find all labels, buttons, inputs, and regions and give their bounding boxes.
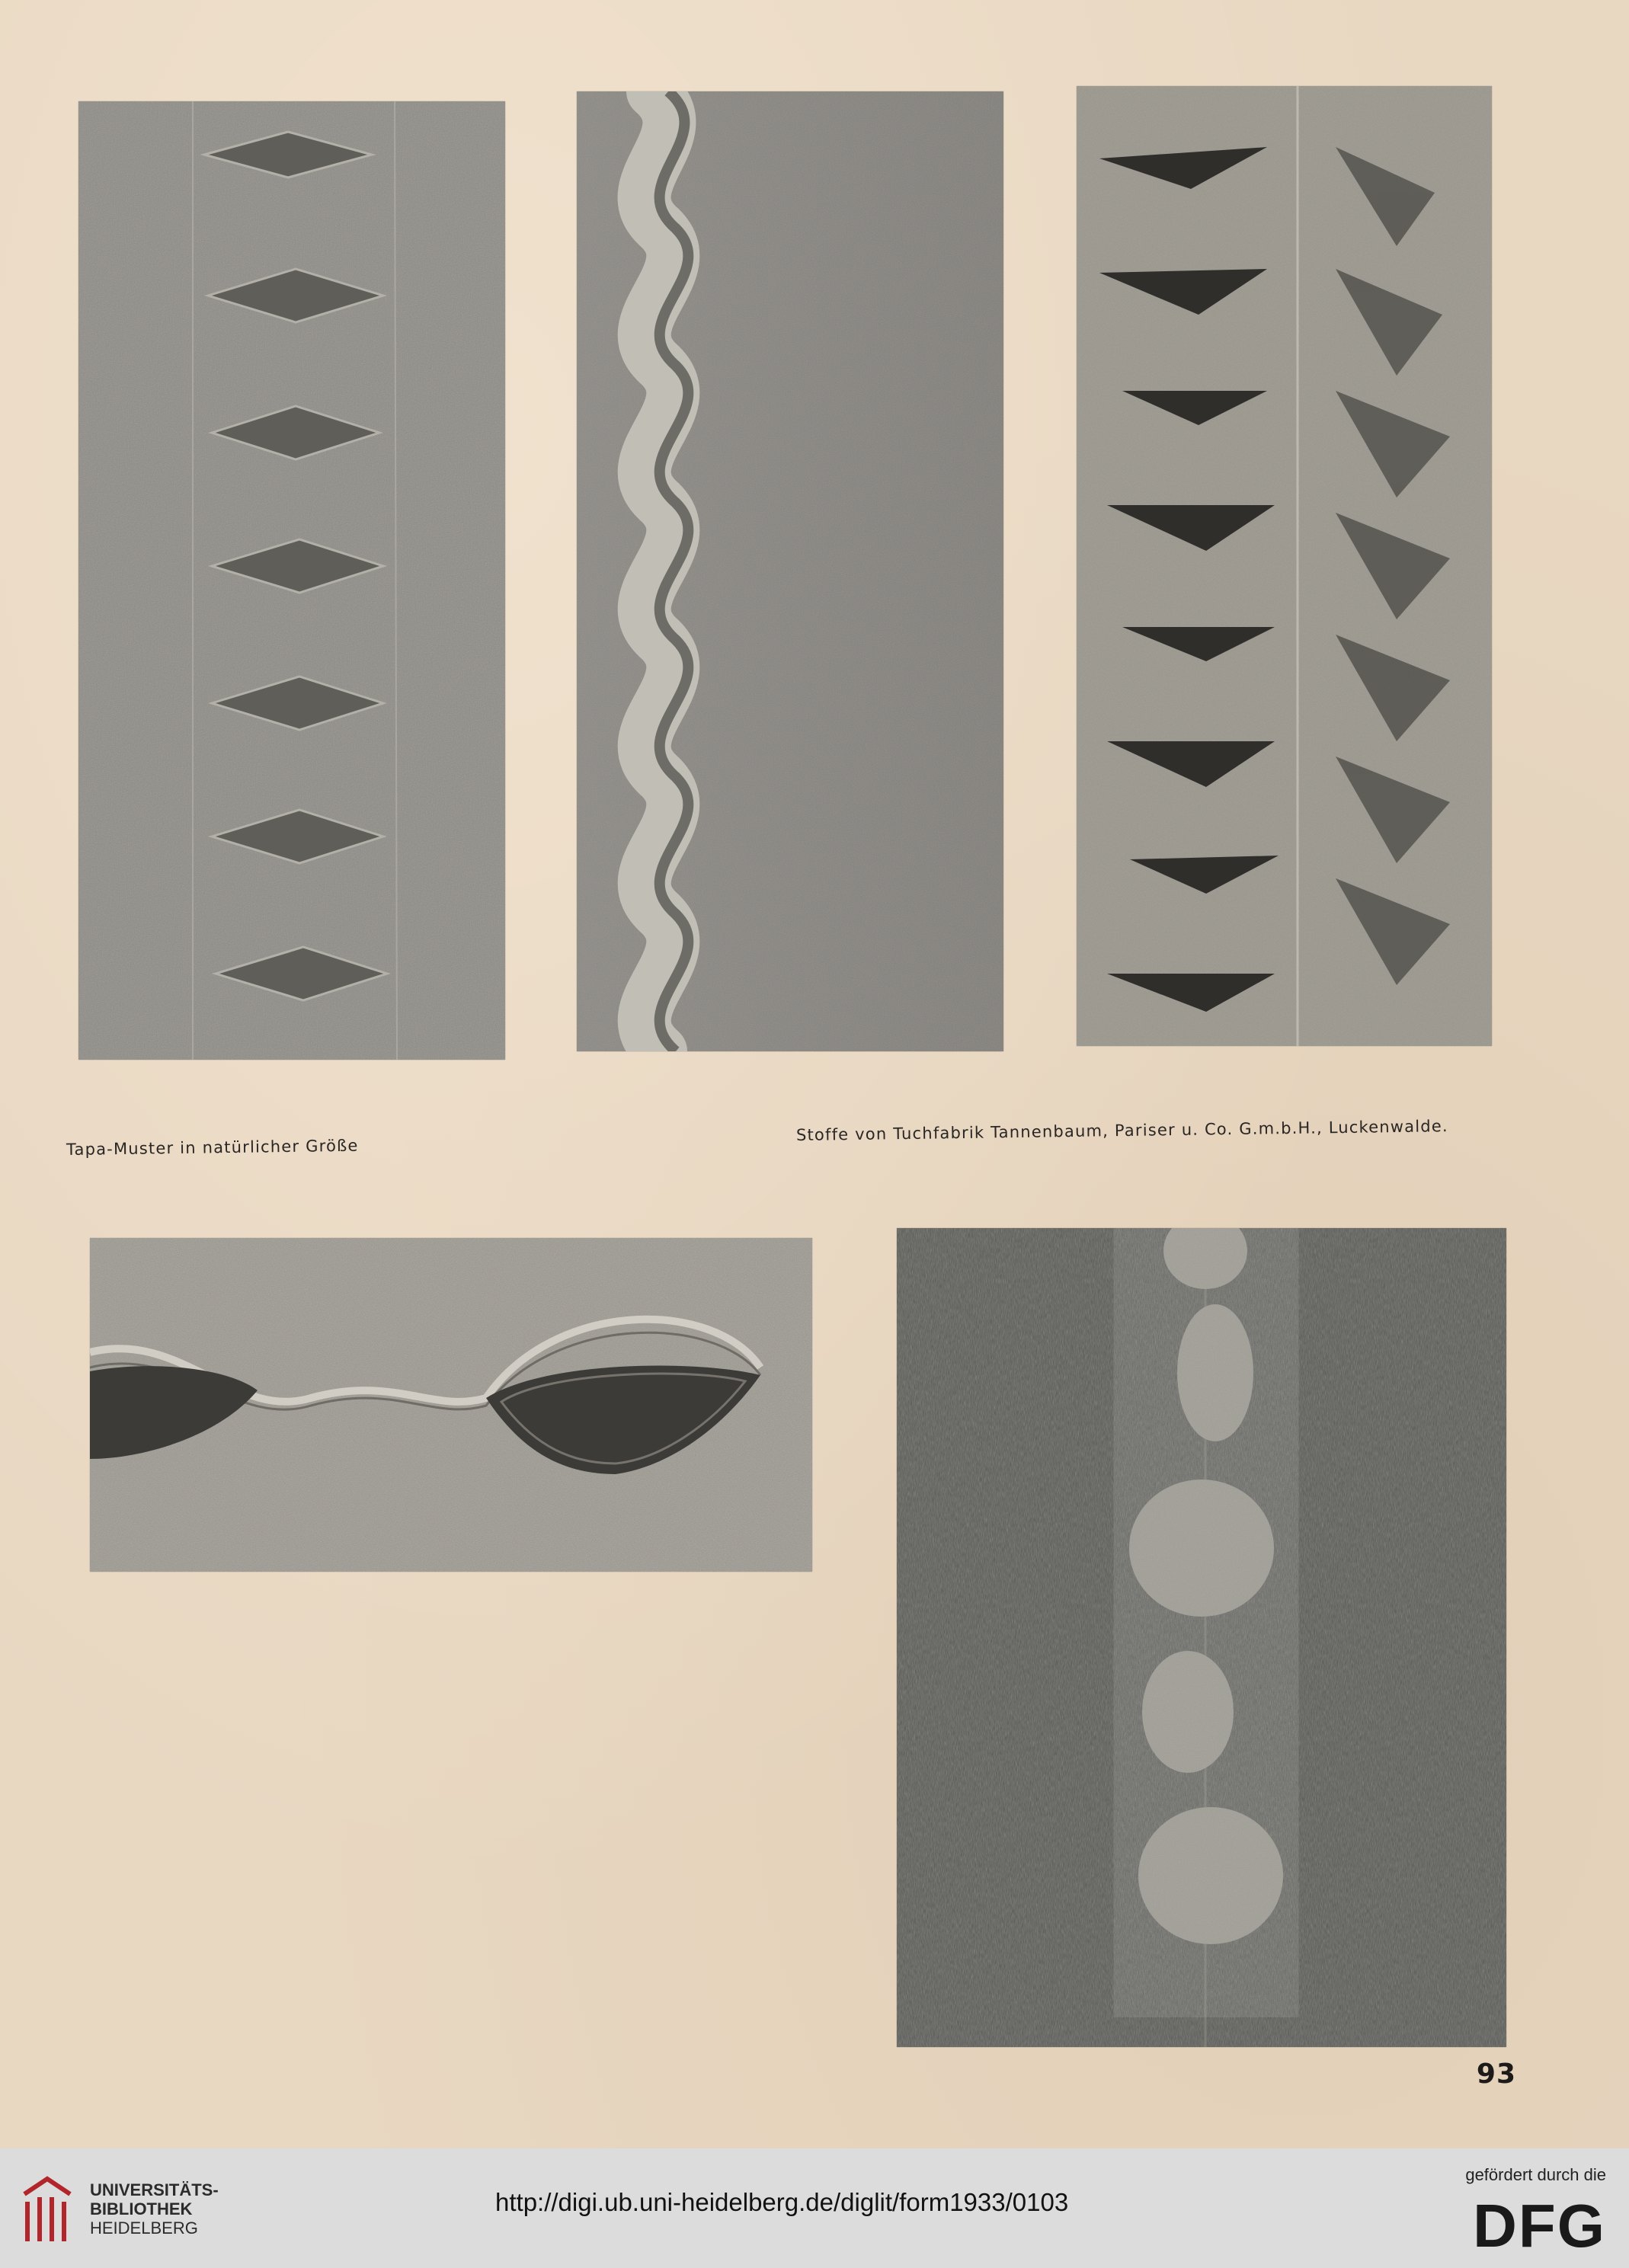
institution-line-1: UNIVERSITÄTS- bbox=[90, 2180, 219, 2199]
funding-note: gefördert durch die bbox=[1465, 2165, 1606, 2184]
caption-fabric-credit: Stoffe von Tuchfabrik Tannenbaum, Pariser u. Co. G.m.b.H., Luckenwalde. bbox=[795, 1117, 1448, 1144]
document-url-link[interactable]: http://digi.ub.uni-heidelberg.de/diglit/form1933/0103 bbox=[495, 2188, 1069, 2216]
fabric-photo-twisted-folds bbox=[577, 91, 1003, 1051]
fabric-photo-diamond-pattern bbox=[78, 101, 505, 1060]
institution-line-2: BIBLIOTHEK bbox=[90, 2199, 193, 2218]
fabric-photo-triangle-slits bbox=[1077, 86, 1492, 1046]
caption-tapa-pattern: Tapa-Muster in natürlicher Größe bbox=[66, 1136, 359, 1159]
digital-library-footer bbox=[0, 2148, 1629, 2268]
fabric-photo-wave-lenses bbox=[90, 1238, 812, 1572]
institution-line-3: HEIDELBERG bbox=[90, 2218, 198, 2238]
institution-name bbox=[90, 2180, 219, 2238]
dfg-logo[interactable]: DFG bbox=[1473, 2192, 1606, 2260]
ub-heidelberg-logo-icon[interactable] bbox=[17, 2171, 78, 2247]
page-number: 93 bbox=[1476, 2058, 1516, 2090]
fabric-photo-circle-appliques bbox=[897, 1228, 1506, 2047]
